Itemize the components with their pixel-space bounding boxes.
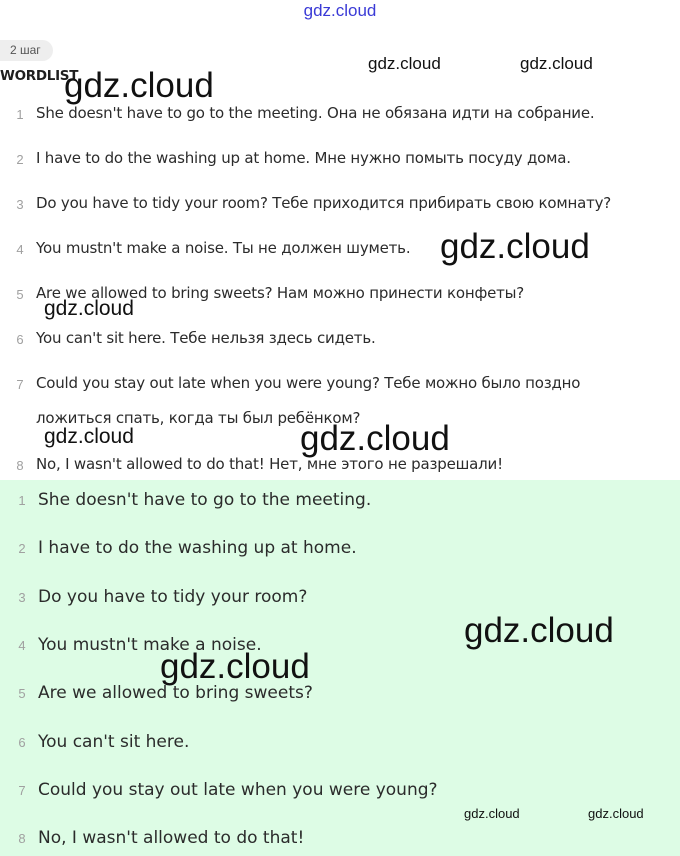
item-number: 3 xyxy=(18,590,26,605)
item-number: 7 xyxy=(18,783,26,798)
watermark: gdz.cloud xyxy=(44,297,134,320)
item-text: Could you stay out late when you were young? Тебе можно было поздно ложиться спать, когда ты был ребёнком? xyxy=(36,374,581,427)
item-number: 7 xyxy=(16,377,24,392)
watermark: gdz.cloud xyxy=(368,54,441,73)
item-text: She doesn't have to go to the meeting. Она не обязана идти на собрание. xyxy=(36,104,595,122)
item-text: Are we allowed to bring sweets? xyxy=(38,683,313,703)
watermark: gdz.cloud xyxy=(44,425,134,448)
section-title: WORDLIST xyxy=(0,68,79,84)
watermark: gdz.cloud xyxy=(588,806,644,821)
item-number: 3 xyxy=(16,197,24,212)
item-number: 5 xyxy=(16,287,24,302)
watermark: gdz.cloud xyxy=(464,611,614,650)
item-number: 6 xyxy=(16,332,24,347)
item-text: No, I wasn't allowed to do that! Нет, мне этого не разрешали! xyxy=(36,455,503,473)
watermark: gdz.cloud xyxy=(464,806,520,821)
item-text: I have to do the washing up at home. Мне нужно помыть посуду дома. xyxy=(36,149,571,167)
item-number: 1 xyxy=(18,493,26,508)
watermark: gdz.cloud xyxy=(64,66,214,105)
item-text: Could you stay out late when you were young? xyxy=(38,780,438,800)
item-text: Do you have to tidy your room? xyxy=(38,587,308,607)
item-number: 2 xyxy=(18,541,26,556)
item-text: You mustn't make a noise. xyxy=(38,635,262,655)
watermark: gdz.cloud xyxy=(520,54,593,73)
item-text: Are we allowed to bring sweets? Нам можно принести конфеты? xyxy=(36,284,525,302)
site-link[interactable]: gdz.cloud xyxy=(303,1,377,20)
item-text: She doesn't have to go to the meeting. xyxy=(38,490,372,510)
item-number: 6 xyxy=(18,735,26,750)
item-number: 2 xyxy=(16,152,24,167)
item-number: 4 xyxy=(18,638,26,653)
item-text: You can't sit here. xyxy=(38,732,190,752)
item-number: 5 xyxy=(18,686,26,701)
item-text: No, I wasn't allowed to do that! xyxy=(38,828,305,848)
item-number: 8 xyxy=(16,458,24,473)
watermark: gdz.cloud xyxy=(440,227,590,266)
item-number: 8 xyxy=(18,831,26,846)
item-text: I have to do the washing up at home. xyxy=(38,538,357,558)
watermark: gdz.cloud xyxy=(160,647,310,686)
item-text: Do you have to tidy your room? Тебе приходится прибирать свою комнату? xyxy=(36,194,612,212)
item-number: 4 xyxy=(16,242,24,257)
item-text: You can't sit here. Тебе нельзя здесь сидеть. xyxy=(36,329,376,347)
item-text: You mustn't make a noise. Ты не должен шуметь. xyxy=(36,239,411,257)
watermark: gdz.cloud xyxy=(300,419,450,458)
item-number: 1 xyxy=(16,107,24,122)
step-badge: 2 шаг xyxy=(0,40,53,61)
